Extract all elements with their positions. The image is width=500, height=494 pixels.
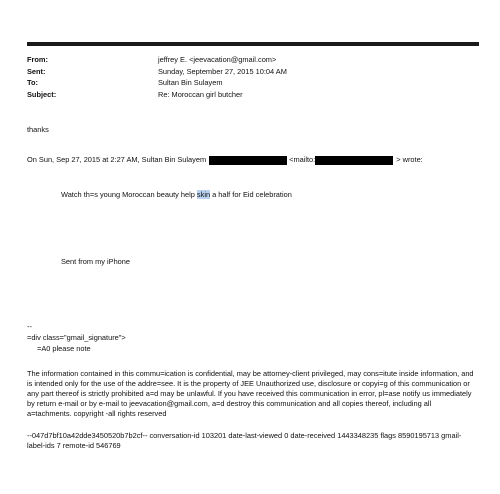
sent-label: Sent: bbox=[27, 66, 46, 76]
sent-value: Sunday, September 27, 2015 10:04 AM bbox=[158, 66, 287, 76]
subject-row bbox=[27, 90, 287, 102]
redaction-block bbox=[209, 156, 287, 165]
disclaimer-paragraph: The information contained in this commu=ication is confidential, may be attorney-client privileged, may cons=itute inside information, and is intended only for the use of the addre=see. It is the property of JEE Unauthorized use, disclosure or copyi=g of this communication or any part thereof is strictly prohibited a=d may be unlawful. If you have received this communication in error, pl=ase notify us immediately by return e-mail or by e-mail to jeevacation@gmail.com, a=d destroy this communication and all copies thereof, including all a=tachments. copyright -all rights reserved bbox=[27, 369, 474, 418]
email-header bbox=[27, 55, 287, 101]
header-rule bbox=[27, 42, 479, 46]
from-value: jeffrey E. <jeevacation@gmail.com> bbox=[158, 55, 277, 64]
message-footer: --047d7bf10a42dde3450520b7b2cf-- conversation-id 103201 date-last-viewed 0 date-received 1443348235 flags 8590195713 gmail-label-ids 7 remote-id 546769 bbox=[27, 431, 462, 450]
quote-mailto: <mailto: bbox=[289, 155, 316, 164]
signature-note: =A0 please note bbox=[37, 344, 91, 353]
signature-dashes: -- bbox=[27, 322, 32, 331]
reply-text: thanks bbox=[27, 125, 49, 134]
sent-from-text: Sent from my iPhone bbox=[61, 257, 131, 266]
signature-div: =div class="gmail_signature"> bbox=[27, 333, 126, 342]
quoted-message bbox=[61, 190, 292, 200]
quote-wrote: > wrote: bbox=[396, 155, 423, 164]
highlighted-word: skin bbox=[196, 190, 211, 199]
from-row bbox=[27, 55, 287, 67]
redaction-block bbox=[315, 156, 393, 165]
from-label: From: bbox=[27, 55, 48, 64]
to-row bbox=[27, 78, 287, 90]
message-after: a half for Eid celebration bbox=[210, 190, 292, 199]
sent-row bbox=[27, 67, 287, 79]
quote-intro: On Sun, Sep 27, 2015 at 2:27 AM, Sultan Bin Sulayem bbox=[27, 155, 207, 164]
to-label: To: bbox=[27, 78, 38, 87]
quote-intro-line bbox=[27, 155, 423, 165]
subject-value: Re: Moroccan girl butcher bbox=[158, 89, 243, 99]
message-before: Watch th=s young Moroccan beauty help bbox=[61, 190, 197, 199]
subject-label: Subject: bbox=[27, 89, 57, 99]
to-value: Sultan Bin Sulayem bbox=[158, 78, 223, 87]
